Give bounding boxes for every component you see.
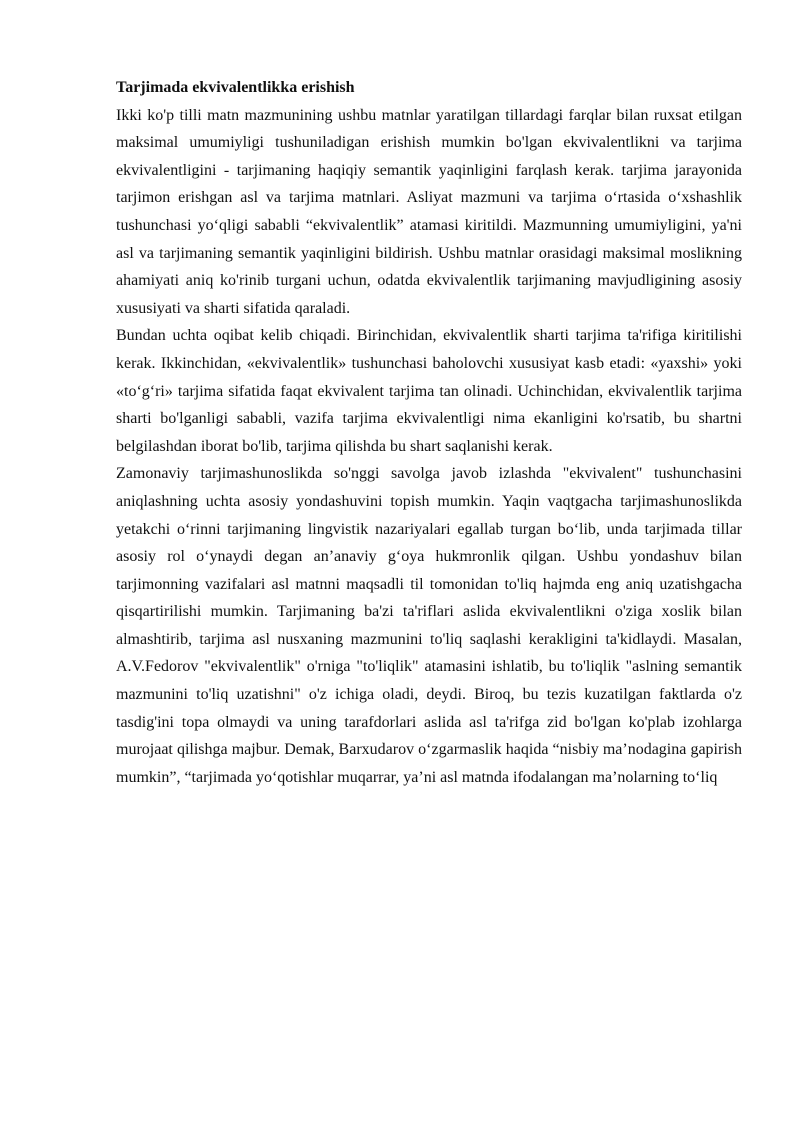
paragraph-2: Bundan uchta oqibat kelib chiqadi. Birinchidan, ekvivalentlik sharti tarjima ta'rifiga kiritilishi kerak. Ikkinchidan, «ekvivalentlik» tushunchasi baholovchi xususiyat kasb etadi: «yaxshi» yoki «to‘g‘ri» tarjima sifatida faqat ekvivalent tarjima tan olinadi. Uchinchidan, ekvivalentlik tarjima sharti bo'lganligi sababli, vazifa tarjima ekvivalentligi nima ekanligini ko'rsatib, bu shartni belgilashdan iborat bo'lib, tarjima qilishda bu shart saqlanishi kerak. — [116, 327, 742, 455]
paragraph-3: Zamonaviy tarjimashunoslikda so'nggi savolga javob izlashda "ekvivalent" tushunchasini aniqlashning uchta asosiy yondashuvini topish mumkin. Yaqin vaqtgacha tarjimashunoslikda yetakchi o‘rinni tarjimaning lingvistik nazariyalari egallab turgan bo‘lib, unda tarjimada tillar asosiy rol o‘ynaydi degan an’anaviy g‘oya hukmronlik qilgan. Ushbu yondashuv bilan tarjimonning vazifalari asl matnni maqsadli til tomonidan to'liq hajmda eng aniq uzatishgacha qisqartirilishi mumkin. Tarjimaning ba'zi ta'riflari aslida ekvivalentlikni o'ziga xoslik bilan almashtirib, tarjima asl nusxaning mazmunini to'liq saqlashi kerakligini ta'kidlaydi. Masalan, A.V.Fedorov "ekvivalentlik" o'rniga "to'liqlik" atamasini ishlatib, bu to'liqlik "aslning semantik mazmunini to'liq uzatishni" o'z ichiga oladi, deydi. Biroq, bu tezis kuzatilgan faktlarda o'z tasdig'ini topa olmaydi va uning tarafdorlari aslida asl ta'rifga zid bo'lgan ko'plab izohlarga murojaat qilishga majbur. Demak, Barxudarov o‘zgarmaslik haqida “nisbiy ma’nodagina gapirish mumkin”, “tarjimada yo‘qotishlar muqarrar, ya’ni asl matnda ifodalangan ma’nolarning to‘liq — [116, 465, 742, 786]
document-heading: Tarjimada ekvivalentlikka erishish — [116, 79, 355, 96]
document-page — [116, 74, 742, 791]
paragraph-1: Ikki ko'p tilli matn mazmunining ushbu matnlar yaratilgan tillardagi farqlar bilan ruxsat etilgan maksimal umumiyligi tushuniladigan erishish mumkin bo'lgan ekvivalentlikni va tarjima ekvivalentligini - tarjimaning haqiqiy semantik yaqinligini farqlash kerak. tarjima jarayonida tarjimon erishgan asl va tarjima matnlari. Asliyat mazmuni va tarjima o‘rtasida o‘xshashlik tushunchasi yo‘qligi sababli “ekvivalentlik” atamasi kiritildi. Mazmunning umumiyligini, ya'ni asl va tarjimaning semantik yaqinligini bildirish. Ushbu matnlar orasidagi maksimal moslikning ahamiyati aniq ko'rinib turgani uchun, odatda ekvivalentlik tarjimaning mavjudligining asosiy xususiyati va sharti sifatida qaraladi. — [116, 106, 742, 317]
